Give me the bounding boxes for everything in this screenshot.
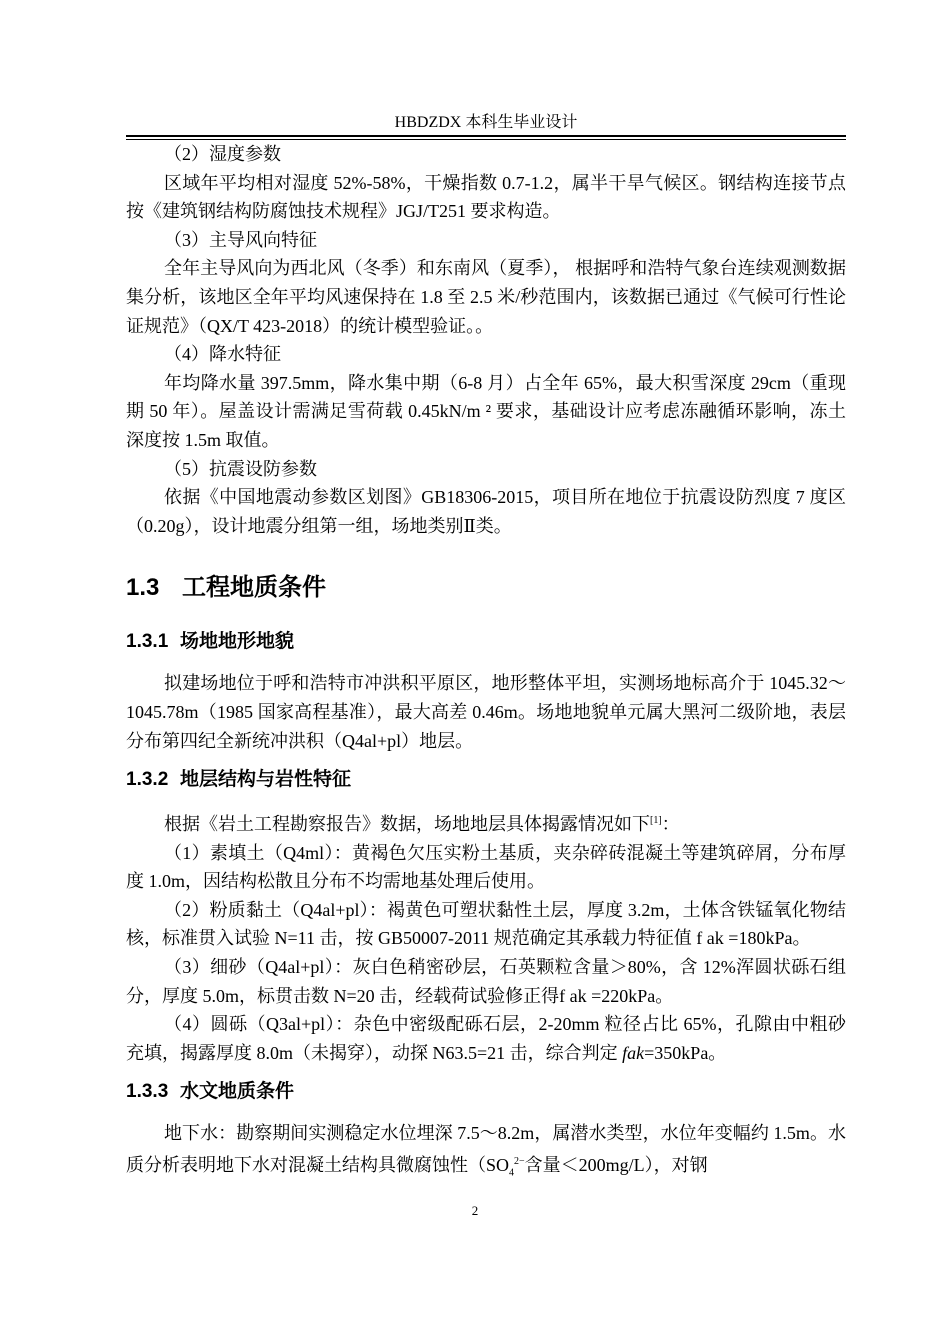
paragraph-stratum-3: （3）细砂（Q4al+pl）：灰白色稍密砂层，石英颗粒含量＞80%，含 12%浑圆状砾石组分，厚度 5.0m，标贯击数 N=20 击，经载荷试验修正得f ak =220kPa。	[126, 957, 846, 1006]
citation-ref: [1]	[650, 815, 662, 827]
section-title: 场地地形地貌	[180, 631, 295, 653]
paragraph-groundwater	[126, 1119, 846, 1188]
intro-text: 根据《岩土工程勘察报告》数据，场地地层具体揭露情况如下	[164, 814, 650, 835]
section-title: 地层结构与岩性特征	[180, 769, 352, 791]
subheading-wind: （3）主导风向特征	[164, 229, 317, 250]
paragraph-precipitation: 年均降水量 397.5mm，降水集中期（6-8 月）占全年 65%，最大积雪深度 29cm（重现期 50 年）。屋盖设计需满足雪荷载 0.45kN/m ² 要求，基础设计应考虑冻融循环影响，冻土深度按 1.5m 取值。	[126, 372, 846, 450]
page-body	[126, 140, 846, 1188]
stratum-4-text: （4）圆砾（Q3al+pl）：杂色中密级配砾石层，2-20mm 粒径占比 65%，孔隙由中粗砂充填，揭露厚度 8.0m（未揭穿），动探 N63.5=21 击，综合判定	[126, 1014, 846, 1063]
section-heading-1-3	[126, 573, 846, 603]
paragraph-seismic: 依据《中国地震动参数区划图》GB18306-2015，项目所在地位于抗震设防烈度 7 度区（0.20g），设计地震分组第一组，场地类别Ⅱ类。	[126, 487, 846, 536]
subheading-humidity: （2）湿度参数	[164, 144, 281, 164]
section-number: 1.3.3	[126, 1081, 169, 1103]
section-number: 1.3.2	[126, 769, 169, 791]
sulfate-charge: 2−	[514, 1156, 525, 1168]
section-title: 水文地质条件	[180, 1081, 295, 1103]
paragraph-wind: 全年主导风向为西北风（冬季）和东南风（夏季）， 根据呼和浩特气象台连续观测数据集分析，该地区全年平均风速保持在 1.8 至 2.5 米/秒范围内，该数据已通过《气候可行性论证规范》（QX/T 423-2018）的统计模型验证。。	[126, 258, 846, 336]
section-heading-1-3-2	[126, 767, 846, 793]
subheading-seismic: （5）抗震设防参数	[164, 458, 317, 479]
section-heading-1-3-3	[126, 1079, 846, 1105]
groundwater-text: 地下水：勘察期间实测稳定水位埋深 7.5～8.2m，属潜水类型，水位年变幅约 1.5m。水质分析表明地下水对混凝土结构具微腐蚀性（SO	[126, 1123, 846, 1176]
page-header: HBDZDX 本科生毕业设计	[394, 114, 578, 131]
page-number: 2	[471, 1203, 479, 1218]
section-number: 1.3.1	[126, 631, 169, 653]
sulfate-subscript: 4	[509, 1167, 515, 1179]
paragraph-terrain: 拟建场地位于呼和浩特市冲洪积平原区，地形整体平坦，实测场地标高介于 1045.32～1045.78m（1985 国家高程基准），最大高差 0.46m。场地地貌单元属大黑河二级阶地，表层分布第四纪全新统冲洪积（Q4al+pl）地层。	[126, 673, 846, 751]
section-title: 工程地质条件	[182, 574, 326, 602]
paragraph-humidity: 区域年平均相对湿度 52%-58%，干燥指数 0.7-1.2，属半干旱气候区。钢结构连接节点按《建筑钢结构防腐蚀技术规程》JGJ/T251 要求构造。	[126, 172, 846, 222]
groundwater-text-end: 含量＜200mg/L），对钢	[524, 1155, 708, 1176]
subheading-precipitation: （4）降水特征	[164, 344, 281, 365]
paragraph-strata-intro	[126, 807, 846, 839]
paragraph-stratum-1: （1）素填土（Q4ml）：黄褐色欠压实粉土基质，夹杂碎砖混凝土等建筑碎屑，分布厚度 1.0m，因结构松散且分布不均需地基处理后使用。	[126, 842, 846, 892]
fak-symbol: fak	[622, 1042, 645, 1063]
section-heading-1-3-1	[126, 629, 846, 655]
section-number: 1.3	[126, 574, 160, 602]
stratum-4-value: =350kPa。	[644, 1042, 727, 1063]
intro-end: ：	[661, 814, 680, 835]
paragraph-stratum-2: （2）粉质黏土（Q4al+pl）：褐黄色可塑状黏性土层，厚度 3.2m，土体含铁锰氧化物结核，标准贯入试验 N=11 击，按 GB50007-2011 规范确定其承载力特征值 f ak =180kPa。	[126, 899, 846, 949]
paragraph-stratum-4	[126, 1010, 846, 1067]
header-rule-thick	[126, 135, 846, 137]
